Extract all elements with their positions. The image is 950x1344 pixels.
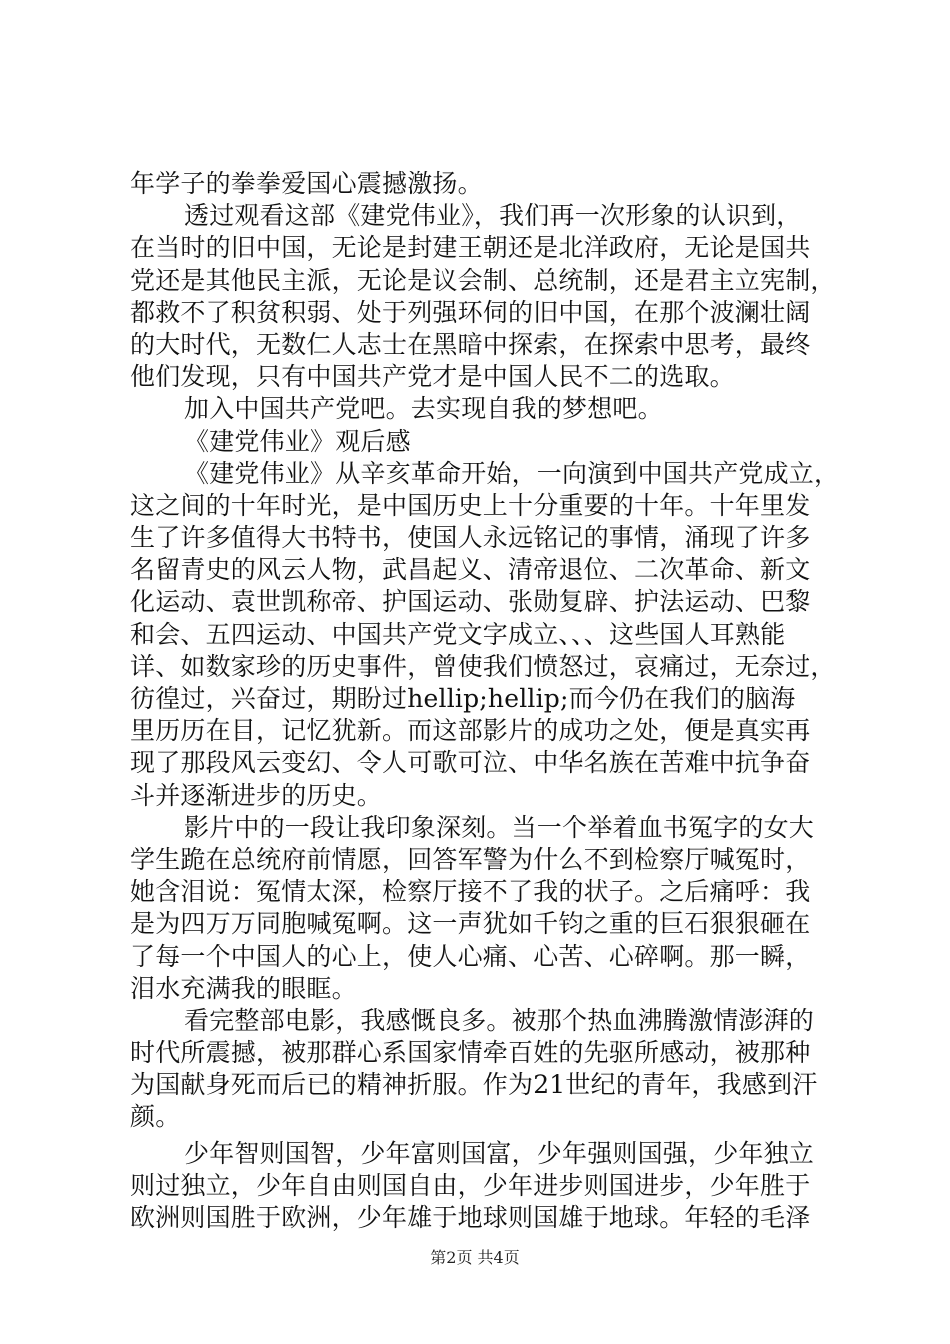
text-line-29: 为国献身死而后已的精神折服。作为21世纪的青年，我感到汗 [130, 1070, 818, 1100]
text-line-14: 化运动、袁世凯称帝、护国运动、张勋复辟、护法运动、巴黎 [130, 587, 811, 617]
text-line-13: 名留青史的风云人物，武昌起义、清帝退位、二次革命、新文 [130, 555, 811, 585]
text-line-23: 她含泪说：冤情太深，检察厅接不了我的状子。之后痛呼：我 [130, 877, 811, 907]
text-line-22: 学生跪在总统府前情愿，回答军警为什么不到检察厅喊冤时， [130, 844, 811, 874]
text-line-27: 看完整部电影，我感慨良多。被那个热血沸腾激情澎湃的 [184, 1005, 815, 1035]
text-line-21: 影片中的一段让我印象深刻。当一个举着血书冤字的女大 [184, 812, 815, 842]
text-line-5: 都救不了积贫积弱、处于列强环伺的旧中国，在那个波澜壮阔 [130, 297, 811, 327]
text-line-3: 在当时的旧中国，无论是封建王朝还是北洋政府，无论是国共 [130, 233, 811, 263]
text-line-18: 里历历在目，记忆犹新。而这部影片的成功之处，便是真实再 [130, 716, 811, 746]
text-line-30: 颜。 [130, 1102, 181, 1132]
text-line-19: 现了那段风云变幻、令人可歌可泣、中华名族在苦难中抗争奋 [130, 748, 811, 778]
section-heading: 《建党伟业》观后感 [184, 426, 411, 456]
page-number-footer: 第2页 共4页 [430, 1248, 520, 1267]
text-line-25: 了每一个中国人的心上，使人心痛、心苦、心碎啊。那一瞬， [130, 941, 811, 971]
text-line-20: 斗并逐渐进步的历史。 [130, 780, 383, 810]
text-line-8: 加入中国共产党吧。去实现自我的梦想吧。 [184, 394, 663, 424]
text-line-26: 泪水充满我的眼眶。 [130, 973, 357, 1003]
text-line-7: 他们发现，只有中国共产党才是中国人民不二的选取。 [130, 362, 735, 392]
text-line-17: 彷徨过，兴奋过，期盼过hellip;hellip;而今仍在我们的脑海 [130, 684, 796, 713]
text-line-2: 透过观看这部《建党伟业》，我们再一次形象的认识到， [184, 201, 802, 231]
text-line-15: 和会、五四运动、中国共产党文字成立、、、这些国人耳熟能 [130, 619, 786, 649]
text-line-28: 时代所震撼，被那群心系国家情牵百姓的先驱所感动，被那种 [130, 1038, 811, 1068]
text-line-12: 生了许多值得大书特书，使国人永远铭记的事情，涌现了许多 [130, 523, 811, 553]
text-line-10: 《建党伟业》从辛亥革命开始，一向演到中国共产党成立， [184, 458, 840, 488]
text-line-33: 欧洲则国胜于欧洲，少年雄于地球则国雄于地球。年轻的毛泽 [130, 1203, 811, 1232]
text-line-32: 则过独立，少年自由则国自由，少年进步则国进步，少年胜于 [130, 1170, 811, 1200]
text-line-31: 少年智则国智，少年富则国富，少年强则国强，少年独立 [184, 1138, 815, 1168]
text-line-24: 是为四万万同胞喊冤啊。这一声犹如千钧之重的巨石狠狠砸在 [130, 909, 811, 939]
text-line-11: 这之间的十年时光，是中国历史上十分重要的十年。十年里发 [130, 490, 811, 520]
text-line-16: 详、如数家珍的历史事件，曾使我们愤怒过，哀痛过，无奈过， [130, 651, 836, 681]
document-body [130, 168, 840, 1234]
text-line-1: 年学子的拳拳爱国心震撼激扬。 [130, 169, 483, 198]
text-line-4: 党还是其他民主派，无论是议会制、总统制，还是君主立宪制， [130, 265, 836, 295]
text-line-6: 的大时代，无数仁人志士在黑暗中探索，在探索中思考，最终 [130, 329, 811, 359]
